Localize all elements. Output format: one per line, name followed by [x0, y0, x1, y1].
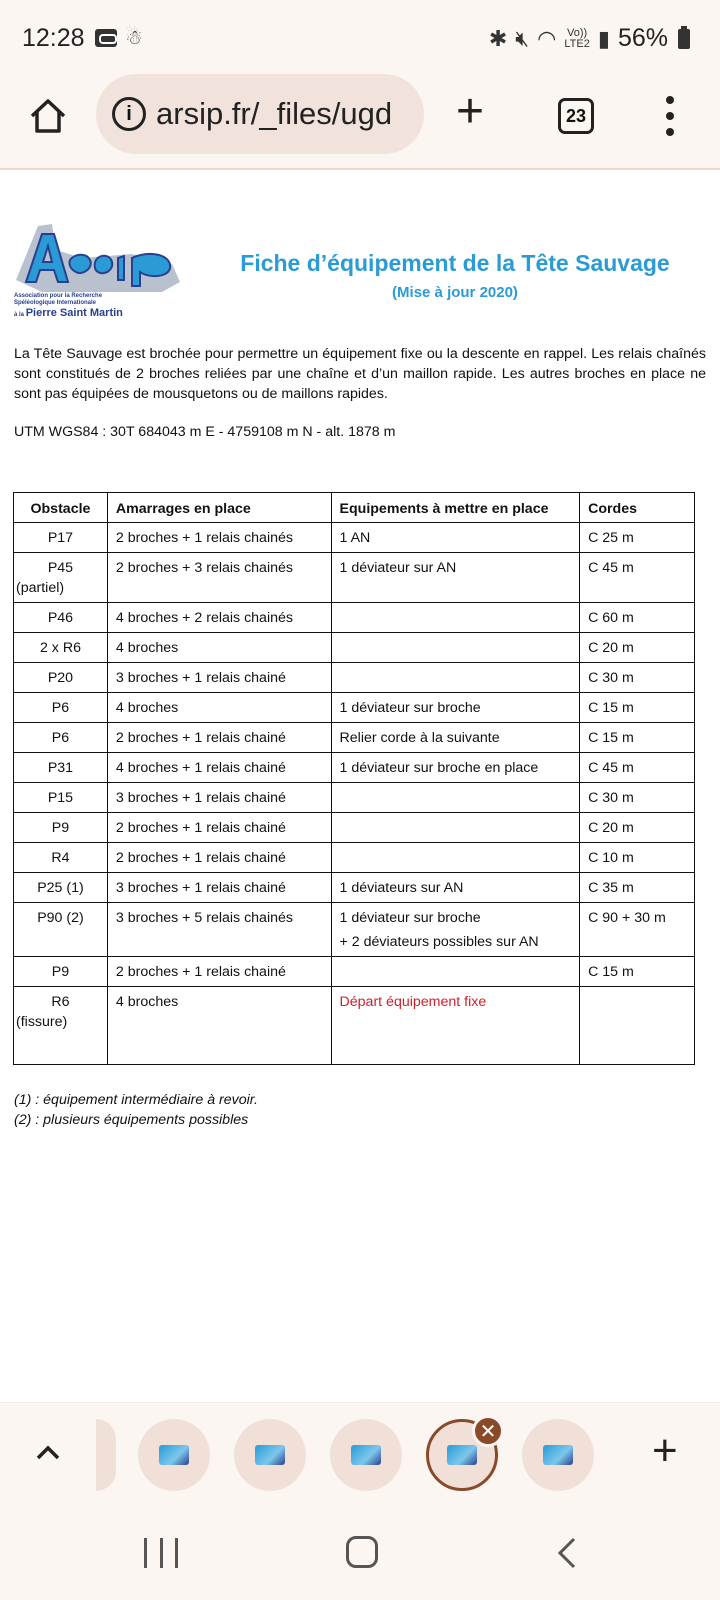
cell-cordes: C 45 m	[580, 753, 695, 783]
equipment-table-body	[14, 523, 695, 1065]
cell-cordes: C 20 m	[580, 813, 695, 843]
table-row	[14, 873, 695, 903]
browser-toolbar	[0, 70, 720, 170]
tab-switcher-button[interactable]: 23	[558, 98, 594, 134]
table-row	[14, 753, 695, 783]
cell-equipements	[331, 843, 580, 873]
arsip-logo-thumbnail-icon	[255, 1445, 285, 1465]
cell-amarrages: 2 broches + 1 relais chainé	[107, 813, 331, 843]
battery-icon	[678, 29, 690, 49]
system-nav-bar	[0, 1510, 720, 1600]
wifi-icon: ◠	[537, 25, 557, 51]
cell-amarrages: 2 broches + 3 relais chainés	[107, 553, 331, 603]
cell-amarrages: 4 broches + 2 relais chainés	[107, 603, 331, 633]
cell-equipements	[331, 813, 580, 843]
cell-cordes: C 15 m	[580, 957, 695, 987]
cell-cordes: C 35 m	[580, 873, 695, 903]
tab-thumbnail[interactable]	[330, 1419, 402, 1491]
cell-cordes: C 10 m	[580, 843, 695, 873]
cell-equipements	[331, 663, 580, 693]
close-tab-button[interactable]: ✕	[472, 1415, 504, 1447]
cell-amarrages: 3 broches + 1 relais chainé	[107, 783, 331, 813]
signal-icon: ▮	[597, 25, 610, 51]
arsip-logo-icon	[12, 220, 182, 296]
arsip-logo-thumbnail-icon	[159, 1445, 189, 1465]
cell-obstacle: P46	[14, 603, 108, 633]
arsip-logo-thumbnail-icon	[543, 1445, 573, 1465]
cell-cordes: C 30 m	[580, 783, 695, 813]
arsip-logo-thumbnail-icon	[447, 1445, 477, 1465]
pdf-document	[0, 172, 720, 1402]
table-row	[14, 813, 695, 843]
cell-cordes: C 90 + 30 m	[580, 903, 695, 957]
document-subtitle: (Mise à jour 2020)	[392, 284, 518, 301]
cell-equipements	[331, 603, 580, 633]
cell-obstacle: P6	[14, 693, 108, 723]
intro-paragraph: La Tête Sauvage est brochée pour permettre un équipement fixe ou la descente en rappel. Les relais chaînés sont constitués de 2 broches reliées par une chaîne et d’un maillon rapide. Les autres broches en place ne sont pas équipées de mousquetons ou de maillons rapides.	[14, 346, 706, 402]
cell-obstacle: R4	[14, 843, 108, 873]
cell-amarrages: 4 broches + 1 relais chainé	[107, 753, 331, 783]
cell-amarrages: 2 broches + 1 relais chainé	[107, 723, 331, 753]
voicemail-icon	[95, 29, 117, 47]
recents-icon[interactable]	[144, 1538, 178, 1568]
cell-obstacle: P25 (1)	[14, 873, 108, 903]
figure-icon: ☃	[125, 27, 143, 49]
address-bar[interactable]	[96, 74, 424, 154]
cell-equipements	[331, 957, 580, 987]
table-row	[14, 663, 695, 693]
table-row	[14, 957, 695, 987]
cell-cordes: C 20 m	[580, 633, 695, 663]
cell-obstacle: P17	[14, 523, 108, 553]
cell-amarrages: 2 broches + 1 relais chainé	[107, 843, 331, 873]
footnotes	[14, 1090, 258, 1130]
cell-obstacle: P6	[14, 723, 108, 753]
logo-caption: Association pour la Recherche Spéléologique Internationale à la Pierre Saint Martin	[14, 293, 123, 319]
cell-cordes	[580, 987, 695, 1065]
table-row	[14, 603, 695, 633]
table-row	[14, 523, 695, 553]
url-text[interactable]: arsip.fr/_files/ugd	[156, 96, 393, 131]
table-row	[14, 843, 695, 873]
cell-equipements	[331, 783, 580, 813]
header-cordes: Cordes	[580, 493, 695, 523]
cell-obstacle: P90 (2)	[14, 903, 108, 957]
status-bar	[0, 0, 720, 70]
network-type: Vo)) LTE2	[564, 26, 590, 50]
cell-equipements: 1 déviateur sur broche + 2 déviateurs possibles sur AN	[331, 903, 580, 957]
cell-cordes: C 15 m	[580, 693, 695, 723]
site-info-icon[interactable]: i	[112, 97, 146, 131]
arsip-logo	[12, 220, 182, 320]
cell-obstacle: P9	[14, 813, 108, 843]
cell-cordes: C 30 m	[580, 663, 695, 693]
bluetooth-icon: ✱	[488, 25, 508, 51]
table-row	[14, 783, 695, 813]
home-icon[interactable]	[26, 94, 70, 138]
back-icon[interactable]	[552, 1536, 584, 1570]
header-obstacle: Obstacle	[14, 493, 108, 523]
tab-thumbnail[interactable]	[522, 1419, 594, 1491]
cell-equipements: Relier corde à la suivante	[331, 723, 580, 753]
cell-obstacle: P9	[14, 957, 108, 987]
cell-amarrages: 3 broches + 1 relais chainé	[107, 663, 331, 693]
nav-home-icon[interactable]	[346, 1536, 378, 1568]
cell-equipements: 1 AN	[331, 523, 580, 553]
cell-cordes: C 60 m	[580, 603, 695, 633]
table-header-row	[14, 493, 695, 523]
cell-amarrages: 2 broches + 1 relais chainés	[107, 523, 331, 553]
cell-obstacle: P15	[14, 783, 108, 813]
cell-equipements: 1 déviateur sur AN	[331, 553, 580, 603]
table-row	[14, 723, 695, 753]
table-row	[14, 987, 695, 1065]
footnote-1: (1) : équipement intermédiaire à revoir.	[14, 1092, 258, 1108]
utm-coordinates: UTM WGS84 : 30T 684043 m E - 4759108 m N - alt. 1878 m	[14, 424, 396, 440]
tab-thumbnail[interactable]	[138, 1419, 210, 1491]
menu-icon[interactable]	[664, 96, 676, 136]
cell-amarrages: 4 broches	[107, 987, 331, 1065]
cell-cordes: C 15 m	[580, 723, 695, 753]
table-row	[14, 633, 695, 663]
cell-equipements	[331, 633, 580, 663]
footnote-2: (2) : plusieurs équipements possibles	[14, 1112, 249, 1128]
cell-equipements: 1 déviateur sur broche	[331, 693, 580, 723]
mute-icon: 🔇︎	[515, 25, 530, 51]
tab-thumbnail[interactable]	[96, 1419, 116, 1491]
cell-obstacle: R6 (fissure)	[14, 987, 108, 1065]
cell-cordes: C 45 m	[580, 553, 695, 603]
cell-obstacle: P20	[14, 663, 108, 693]
header-equipements: Equipements à mettre en place	[331, 493, 580, 523]
table-row	[14, 903, 695, 957]
header-amarrages: Amarrages en place	[107, 493, 331, 523]
new-tab-button[interactable]: +	[456, 85, 485, 138]
cell-equipements: Départ équipement fixe	[331, 987, 580, 1065]
cell-equipements: 1 déviateur sur broche en place	[331, 753, 580, 783]
cell-amarrages: 2 broches + 1 relais chainé	[107, 957, 331, 987]
cell-amarrages: 3 broches + 1 relais chainé	[107, 873, 331, 903]
cell-amarrages: 4 broches	[107, 633, 331, 663]
status-time: 12:28	[22, 24, 85, 52]
cell-cordes: C 25 m	[580, 523, 695, 553]
table-row	[14, 553, 695, 603]
cell-obstacle: P31	[14, 753, 108, 783]
equipment-table	[13, 492, 695, 1065]
cell-obstacle: 2 x R6	[14, 633, 108, 663]
battery-percent: 56%	[617, 24, 668, 52]
cell-amarrages: 3 broches + 5 relais chainés	[107, 903, 331, 957]
cell-obstacle: P45 (partiel)	[14, 553, 108, 603]
tab-thumbnail[interactable]	[234, 1419, 306, 1491]
add-tab-button[interactable]: +	[652, 1426, 678, 1475]
tab-strip	[0, 1402, 720, 1510]
document-title: Fiche d’équipement de la Tête Sauvage	[240, 250, 670, 276]
chevron-up-icon[interactable]	[32, 1437, 64, 1469]
table-row	[14, 693, 695, 723]
cell-equipements: 1 déviateurs sur AN	[331, 873, 580, 903]
cell-amarrages: 4 broches	[107, 693, 331, 723]
arsip-logo-thumbnail-icon	[351, 1445, 381, 1465]
